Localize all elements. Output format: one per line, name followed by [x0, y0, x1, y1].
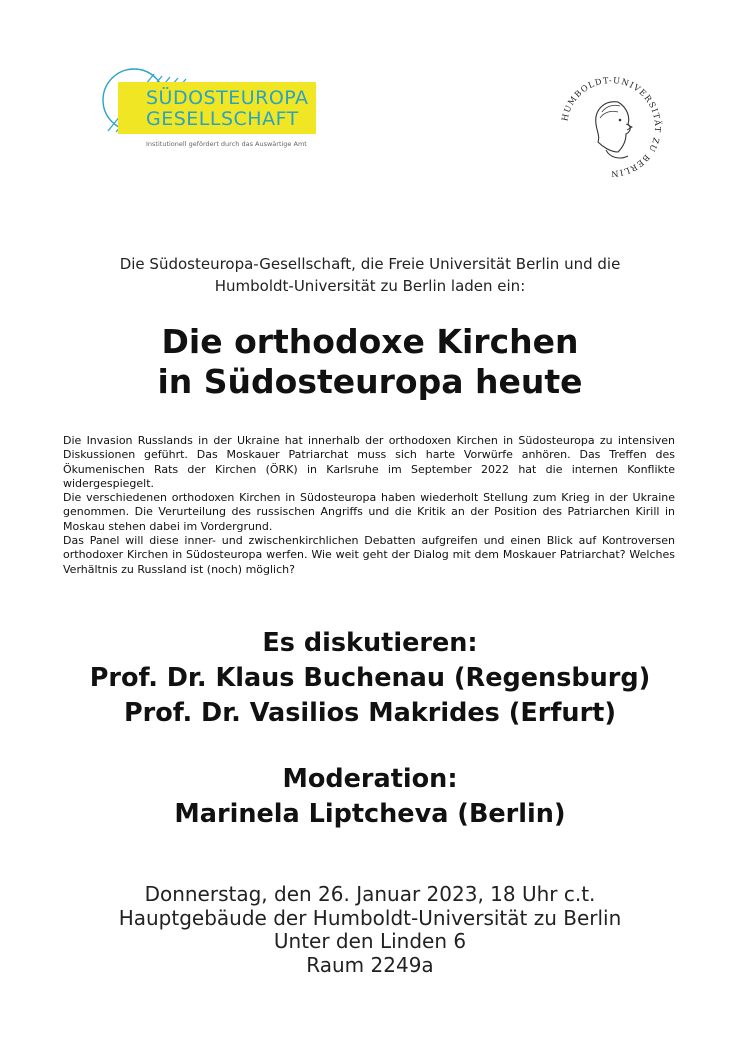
- event-building: Hauptgebäude der Humboldt-Universität zu Berlin: [118, 905, 622, 930]
- description-paragraph: Die verschiedenen orthodoxen Kirchen in Südosteuropa haben wiederholt Stellung zum Krieg in der Ukraine genommen. Die Verurteilung des russischen Angriffs und die Kritik an der Position des Patriarchen Kirill in Moskau stehen dabei im Vordergrund.: [63, 491, 675, 533]
- event-street: Unter den Linden 6: [273, 929, 467, 953]
- event-date: Donnerstag, den 26. Januar 2023, 18 Uhr c.t.: [144, 882, 596, 906]
- description-paragraph: Das Panel will diese inner- und zwischenkirchlichen Debatten aufgreifen und einen Blick auf Kontroversen orthodoxer Kirchen in Südosteuropa werfen. Wie weit geht der Dialog mit dem Moskauer Patriarchat? Welches Verhältnis zu Russland ist (noch) möglich?: [63, 534, 675, 576]
- description-paragraph: Die Invasion Russlands in der Ukraine hat innerhalb der orthodoxen Kirchen in Südosteuropa zu intensiven Diskussionen geführt. Das Moskauer Patriarchat muss sich harte Vorwürfe anhören. Das Treffen des Ökumenischen Rats der Kirchen (ÖRK) in Karlsruhe im September 2022 hat die internen Konflikte widergespiegelt.: [63, 434, 675, 490]
- invitation-intro-line: Humboldt-Universität zu Berlin laden ein:: [214, 277, 526, 295]
- event-details: [0, 883, 740, 977]
- moderation-heading: Moderation:: [282, 764, 458, 794]
- event-room: Raum 2249a: [306, 952, 434, 977]
- hu-seal: [556, 72, 666, 182]
- event-title-line: Die orthodoxe Kirchen: [161, 322, 579, 361]
- svg-text:HUMBOLDT-UNIVERSITÄT ZU BERLIN: [559, 75, 663, 179]
- invitation-intro-line: Die Südosteuropa-Gesellschaft, die Freie Universität Berlin und die: [119, 255, 621, 273]
- event-title-line: in Südosteuropa heute: [157, 362, 583, 401]
- invitation-intro: [0, 253, 740, 297]
- hu-seal-text: HUMBOLDT-UNIVERSITÄT ZU BERLIN: [559, 74, 664, 180]
- panel-speaker: Prof. Dr. Klaus Buchenau (Regensburg): [89, 663, 651, 693]
- event-title: [0, 322, 740, 402]
- panel-section: [0, 626, 740, 731]
- humboldt-portrait-seal-icon: [556, 72, 666, 182]
- moderation-section: [0, 762, 740, 832]
- moderator-name: Marinela Liptcheva (Berlin): [174, 799, 566, 829]
- panel-speaker: Prof. Dr. Vasilios Makrides (Erfurt): [123, 698, 617, 728]
- sog-logo-name-line2: GESELLSCHAFT: [146, 108, 299, 130]
- panel-heading: Es diskutieren:: [262, 628, 478, 658]
- sog-logo-name-line1: SÜDOSTEUROPA: [146, 87, 309, 109]
- event-description: [63, 434, 675, 577]
- sog-logo-tagline: Institutionell gefördert durch das Auswärtige Amt: [146, 140, 307, 148]
